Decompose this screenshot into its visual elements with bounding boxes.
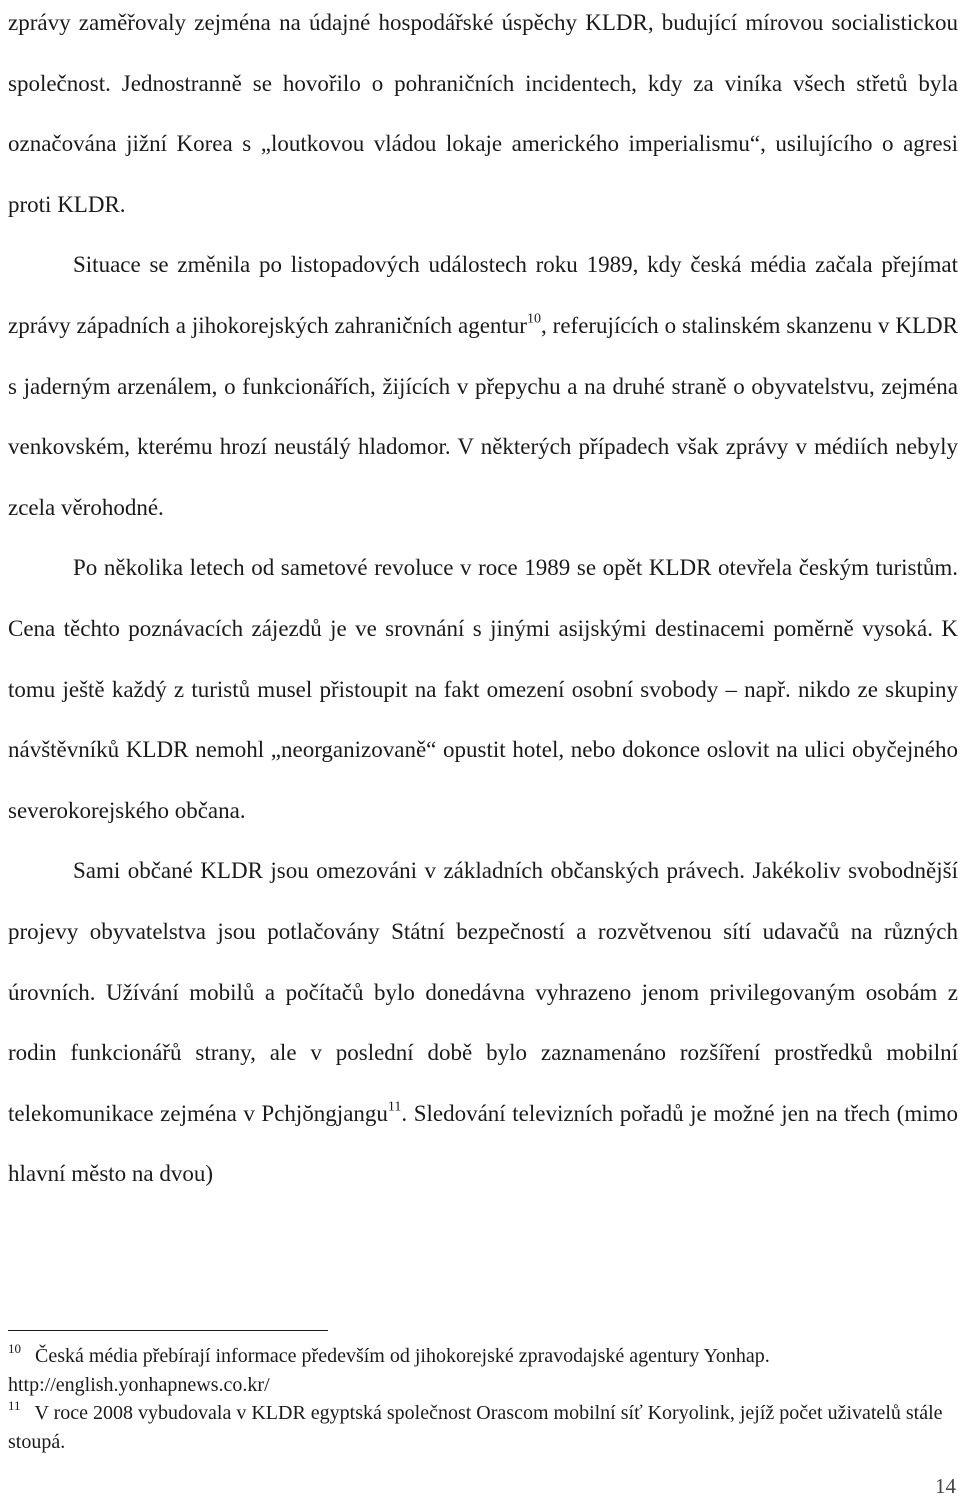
paragraph-3 <box>8 538 958 841</box>
footnote-ref-11[interactable]: 11 <box>387 1099 402 1115</box>
footnote-ref-10[interactable]: 10 <box>526 311 541 327</box>
paragraph-2-text-end: , referujících o stalinském skanzenu v KLDR s jaderným arzenálem, o funkcionářích, žijících v přepychu a na druhé straně o obyvatelstvu, zejména venkovském, kterému hrozí neustálý hladomor. V některých případech však zprávy v médiích nebyly zcela věrohodné. <box>8 312 959 520</box>
paragraph-3-text: Po několika letech od sametové revoluce v roce 1989 se opět KLDR otevřela českým turistům. Cena těchto poznávacích zájezdů je ve srovnání s jinými asijskými destinacemi poměrně vysoká. K tomu ještě každý z turistů musel přistoupit na fakt omezení osobní svobody – např. nikdo ze skupiny návštěvníků KLDR nemohl „neorganizovaně“ opustit hotel, nebo dokonce oslovit na ulici obyčejného severokorejského občana. <box>8 555 958 823</box>
paragraph-1-text: zprávy zaměřovaly zejména na údajné hospodářské úspěchy KLDR, budující mírovou socialistickou společnost. Jednostranně se hovořilo o pohraničních incidentech, kdy za viníka všech střetů byla označována jižní Korea s „loutkovou vládou lokaje amerického imperialismu“, usilujícího o agresi proti KLDR. <box>8 10 958 217</box>
page-number: 14 <box>935 1474 956 1498</box>
footnote-10 <box>8 1342 958 1399</box>
footnote-text: Česká média přebírají informace především od jihokorejské zpravodajské agentury Yonhap. <box>35 1345 770 1367</box>
footnote-11 <box>8 1399 958 1456</box>
paragraph-4 <box>8 841 958 1205</box>
footnote-separator <box>8 1330 328 1331</box>
footnote-text: V roce 2008 vybudovala v KLDR egyptská společnost Orascom mobilní síť Koryolink, jejíž počet uživatelů stále stoupá. <box>8 1402 943 1453</box>
paragraph-4-text-start: Sami občané KLDR jsou omezováni v základních občanských právech. Jakékoliv svobodnější projevy obyvatelstva jsou potlačovány Státní bezpečností a rozvětvenou sítí udavačů na různých úrovních. Užívání mobilů a počítačů bylo donedávna vyhrazeno jenom privilegovaným osobám z rodin funkcionářů strany, ale v poslední době bylo zaznamenáno rozšíření prostředků mobilní telekomunikace zejména v Pchjŏngjangu <box>8 858 958 1126</box>
footnote-number: 11 <box>8 1397 21 1413</box>
footnote-number: 10 <box>8 1340 21 1356</box>
footnotes <box>8 1342 958 1456</box>
document-body <box>8 0 958 1205</box>
paragraph-1 <box>8 0 958 235</box>
footnote-link[interactable]: http://english.yonhapnews.co.kr/ <box>8 1373 270 1396</box>
paragraph-4-text-end: . Sledování televizních pořadů je možné jen na třech (mimo hlavní město na dvou) <box>8 1100 958 1187</box>
paragraph-2 <box>8 235 958 538</box>
paragraph-2-text-start: Situace se změnila po listopadových událostech roku 1989, kdy česká média začala přejímat zprávy západních a jihokorejských zahraničních agentur <box>8 252 958 338</box>
